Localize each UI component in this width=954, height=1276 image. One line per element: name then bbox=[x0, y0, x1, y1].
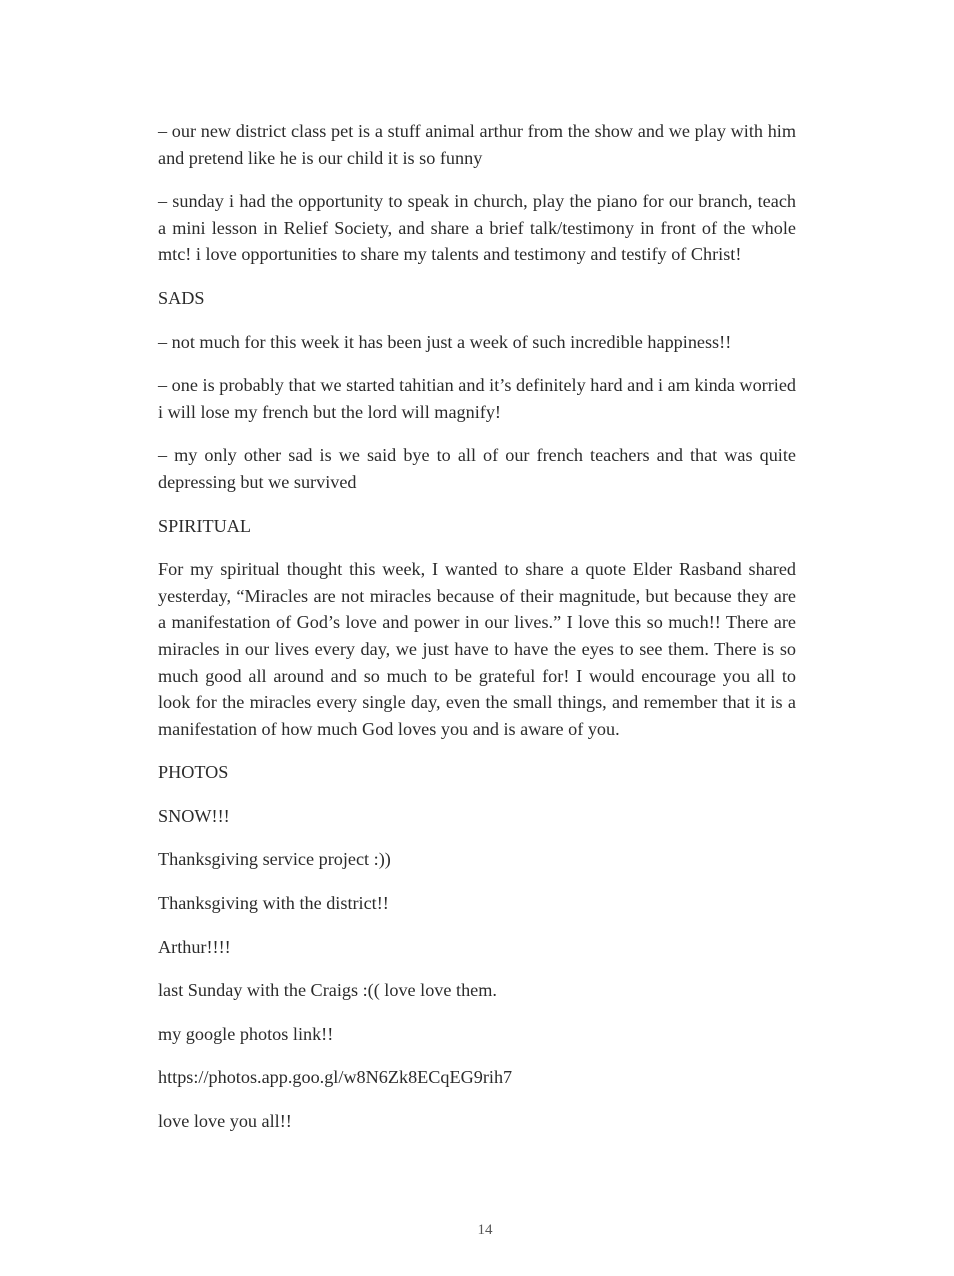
page-number: 14 bbox=[477, 1222, 493, 1238]
section-heading-sads: SADS bbox=[158, 287, 205, 308]
paragraph-spiritual-thought: For my spiritual thought this week, I wanted to share a quote Elder Rasband shared yesterday, “Miracles are not miracles because of their magnitude, but because they are a manifestation of God’s love and power in our lives.” I love this so much!! There are miracles in our lives every day, we just have to have the eyes to see them. There is so much good all around and so much to be grateful for! I would encourage you all to look for the miracles every single day, even the small things, and remember that it is a manifestation of how much God loves you and is aware of you. bbox=[158, 559, 796, 739]
photos-link-label: my google photos link!! bbox=[158, 1023, 334, 1044]
photo-caption-craigs: last Sunday with the Craigs :(( love love them. bbox=[158, 980, 497, 1001]
photo-caption-thanksgiving-district: Thanksgiving with the district!! bbox=[158, 893, 389, 914]
section-heading-photos: PHOTOS bbox=[158, 762, 229, 783]
paragraph-sunday: – sunday i had the opportunity to speak in church, play the piano for our branch, teach a mini lesson in Relief Society, and share a brief talk/testimony in front of the whole mtc! i love opportunities to share my talents and testimony and testify of Christ! bbox=[158, 191, 796, 265]
paragraph-class-pet: – our new district class pet is a stuff animal arthur from the show and we play with him and pretend like he is our child it is so funny bbox=[158, 121, 796, 168]
paragraph-not-much: – not much for this week it has been just a week of such incredible happiness!! bbox=[158, 331, 732, 352]
closing-line: love love you all!! bbox=[158, 1111, 292, 1132]
section-heading-spiritual: SPIRITUAL bbox=[158, 515, 251, 536]
photo-caption-arthur: Arthur!!!! bbox=[158, 936, 231, 957]
photo-caption-service-project: Thanksgiving service project :)) bbox=[158, 849, 391, 870]
document-body bbox=[158, 118, 796, 1152]
photo-caption-snow: SNOW!!! bbox=[158, 805, 230, 826]
paragraph-tahitian: – one is probably that we started tahitian and it’s definitely hard and i am kinda worried i will lose my french but the lord will magnify! bbox=[158, 375, 796, 422]
paragraph-french-teachers: – my only other sad is we said bye to all of our french teachers and that was quite depressing but we survived bbox=[158, 445, 796, 492]
photos-link-url[interactable]: https://photos.app.goo.gl/w8N6Zk8ECqEG9rih7 bbox=[158, 1067, 513, 1088]
